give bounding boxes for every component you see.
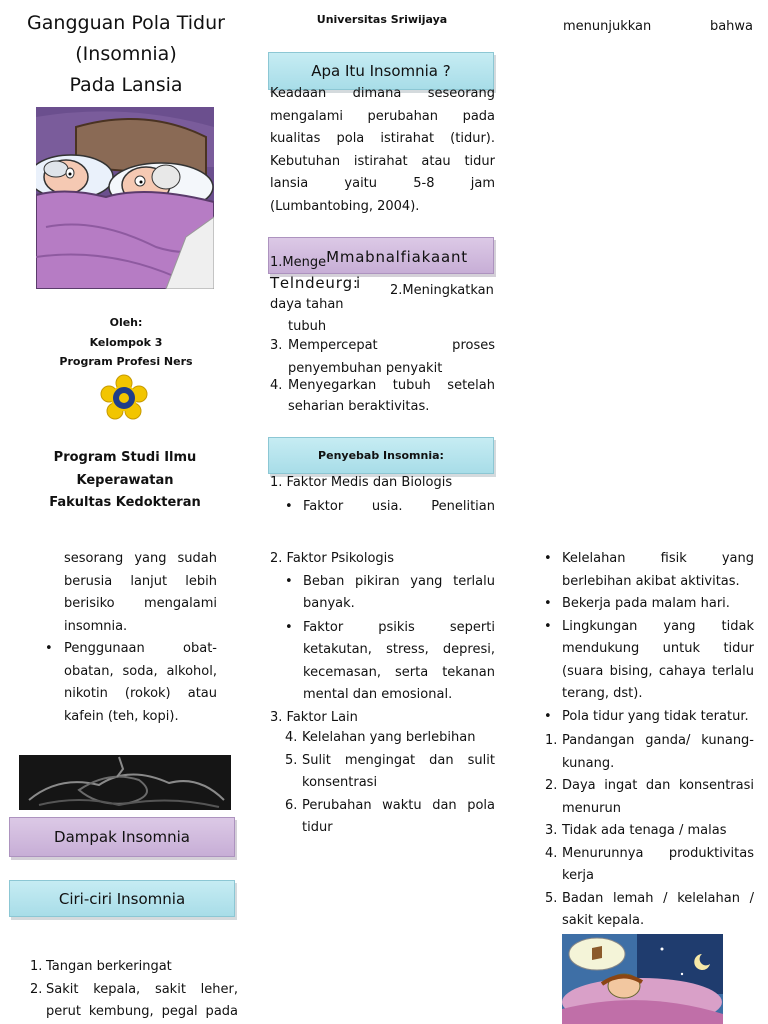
- list-item: 5. Sulit mengingat dan sulit konsentrasi: [285, 752, 495, 790]
- prodi-block: [18, 447, 232, 515]
- bullet-item: • Lingkungan yang tidak mendukung untuk tidur (suara bising, cahaya terlalu terang, dst).: [544, 618, 754, 701]
- manfaat-overlap-text: [270, 248, 466, 270]
- cover-title: [20, 8, 232, 101]
- paragraph-line: (Lumbantobing, 2004).: [270, 198, 420, 214]
- col3-top-text: menunjukkan bahwa: [563, 19, 753, 34]
- university-logo: [100, 374, 148, 424]
- dark-sleeping-illustration: [19, 755, 231, 810]
- penyebab-bullets-col3: [544, 548, 754, 728]
- list-item: 5. Badan lemah / kelelahan / sakit kepala.: [545, 890, 754, 928]
- ciri-banner: [9, 880, 235, 917]
- ciri-banner-label: Ciri-ciri Insomnia: [58, 889, 186, 908]
- usia-continuation: sesorang yang sudah berusia lanjut lebih berisiko mengalami insomnia.: [64, 551, 217, 634]
- prodi-line: Fakultas Kedokteran: [49, 495, 201, 510]
- paragraph-line: mengalami perubahan pada: [270, 108, 495, 124]
- prodi-line: Keperawatan: [76, 472, 174, 488]
- bullet-item: • Beban pikiran yang terlalu banyak.: [285, 573, 495, 611]
- faktor-lain-list: [285, 727, 495, 840]
- cover-title-line: Gangguan Pola Tidur: [27, 12, 225, 34]
- penyebab-banner-label: Penyebab Insomnia:: [318, 449, 444, 462]
- list-item: 4. Kelelahan yang berlebihan: [285, 730, 476, 745]
- list-item: 2. Daya ingat dan konsentrasi menurun: [545, 778, 754, 816]
- psikologis-heading: 2. Faktor Psikologis: [270, 551, 395, 566]
- list-item: 4. Menurunnya produktivitas kerja: [545, 845, 754, 883]
- list-item: 1. Pandangan ganda/ kunang- kunang.: [545, 733, 754, 771]
- bullet-item: • Kelelahan fisik yang berlebihan akibat aktivitas.: [544, 551, 754, 589]
- university-name: Universitas Sriwijaya: [316, 13, 448, 26]
- bullet-item: • Penggunaan obat- obatan, soda, alkohol, nikotin (rokok) atau kafein (teh, kopi).: [45, 641, 217, 724]
- manfaat-item-2: [390, 280, 494, 298]
- manfaat-list: [270, 335, 495, 418]
- bullet-item: • Faktor usia. Penelitian: [285, 498, 495, 514]
- list-item: 3. Tidak ada tenaga / malas: [545, 823, 727, 838]
- sleeping-couple-illustration: [36, 107, 214, 289]
- bullet-item: • Faktor psikis seperti ketakutan, stress, depresi, kecemasan, serta tekanan mental dan emosional.: [285, 619, 495, 702]
- faktor-lain-heading: 3. Faktor Lain: [270, 710, 358, 725]
- list-item: 3. Mempercepat proses penyembuhan penyakit: [270, 338, 495, 376]
- paragraph-line: Keadaan dimana seseorang: [270, 86, 495, 101]
- manfaat-overlap-a: 1.Menge: [270, 255, 327, 270]
- apa-insomnia-banner-label: Apa Itu Insomnia ?: [311, 62, 451, 80]
- list-item: 6. Perubahan waktu dan pola tidur: [285, 797, 495, 835]
- paragraph-line: kualitas pola istirahat (tidur).: [270, 131, 495, 146]
- manfaat-item-2-cont: tubuh: [288, 319, 327, 334]
- author-block: [20, 313, 232, 372]
- paragraph-line: Kebutuhan istirahat atau tidur: [270, 153, 495, 169]
- cover-title-line: (Insomnia): [75, 43, 177, 65]
- cover-title-line: Pada Lansia: [69, 74, 183, 96]
- dampak-banner-label: Dampak Insomnia: [54, 828, 190, 846]
- paragraph-line: lansia yaitu 5-8 jam: [270, 176, 495, 191]
- manfaat-overlap-c: T e l n d e u r g :i: [270, 274, 359, 292]
- kelompok-label: Kelompok 3: [89, 335, 163, 349]
- bullet-item: • Bekerja pada malam hari.: [544, 596, 730, 611]
- prodi-line: Program Studi Ilmu: [53, 450, 197, 465]
- list-item: 1. Tangan berkeringat: [30, 959, 172, 974]
- penyebab-item-1: 1. Faktor Medis dan Biologis: [270, 475, 453, 490]
- apa-insomnia-paragraph: [270, 83, 495, 218]
- program-label: Program Profesi Ners: [59, 355, 193, 368]
- dampak-list: [545, 730, 754, 933]
- manfaat-item-2-cont: daya tahan: [270, 297, 344, 312]
- manfaat-overlap-b: M m a b n a l f i a k a a n t: [326, 248, 466, 266]
- list-item: 2. Sakit kepala, sakit leher, perut kembung, pegal pada: [30, 981, 238, 1019]
- penyebab-psikologis: [270, 548, 495, 707]
- penyebab-banner: [268, 437, 494, 474]
- list-item: 4. Menyegarkan tubuh setelah seharian beraktivitas.: [270, 378, 495, 414]
- night-sleep-illustration: [562, 934, 723, 1024]
- oleh-label: Oleh:: [109, 316, 143, 329]
- ciri-list: [30, 956, 238, 1024]
- dampak-banner: [9, 817, 235, 857]
- bullet-item: • Pola tidur yang tidak teratur.: [544, 708, 749, 724]
- penyebab-list: [270, 472, 495, 518]
- manfaat-item-2-label: 2.Meningkatkan: [390, 283, 494, 298]
